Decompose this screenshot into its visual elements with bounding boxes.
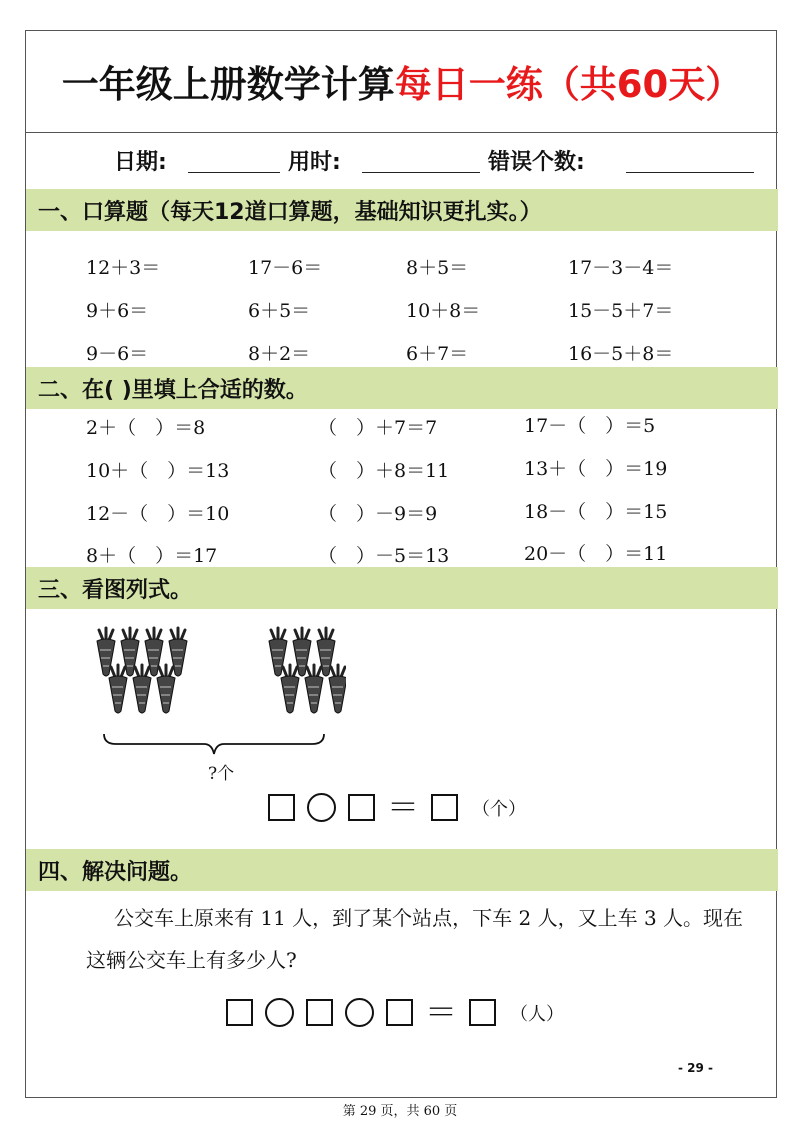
list-item: 16－5＋8＝ — [568, 343, 674, 365]
brace-label: ?个 — [208, 764, 235, 784]
list-item: 8＋5＝ — [406, 257, 469, 279]
answer-box[interactable] — [386, 999, 413, 1026]
page-title — [26, 31, 778, 131]
time-label: 用时: — [288, 150, 341, 175]
list-item: 17－6＝ — [248, 257, 323, 279]
section-heading-fill-blanks: 二、在( )里填上合适的数。 — [26, 367, 778, 409]
date-label: 日期: — [114, 150, 167, 175]
list-item: 6＋5＝ — [248, 300, 311, 322]
operator-circle[interactable] — [265, 998, 294, 1027]
list-item: 8＋（ ）＝17 — [86, 545, 218, 567]
time-field[interactable] — [362, 172, 480, 173]
list-item: 12＋3＝ — [86, 257, 161, 279]
errors-label: 错误个数: — [488, 150, 585, 175]
date-field[interactable] — [188, 172, 280, 173]
list-item: 20－（ ）＝11 — [524, 543, 668, 565]
list-item: 9＋6＝ — [86, 300, 149, 322]
errors-field[interactable] — [626, 172, 754, 173]
list-item: 9－6＝ — [86, 343, 149, 365]
divider — [26, 132, 778, 133]
list-item: （ ）＋8＝11 — [318, 460, 450, 482]
section-heading-word-problem: 四、解决问题。 — [26, 849, 778, 891]
list-item: 10＋（ ）＝13 — [86, 460, 230, 482]
list-item: 6＋7＝ — [406, 343, 469, 365]
word-problem-text: 公交车上原来有 11 人，到了某个站点，下车 2 人，又上车 3 人。现在这辆公交车上有多少人? — [86, 906, 744, 972]
carrot-icon — [133, 665, 151, 713]
carrot-group-left — [97, 628, 187, 713]
operator-circle[interactable] — [307, 793, 336, 822]
equation-template-picture — [262, 788, 527, 826]
answer-box[interactable] — [431, 794, 458, 821]
list-item: 12－（ ）＝10 — [86, 503, 230, 525]
list-item: （ ）－9＝9 — [318, 503, 438, 525]
brace-icon — [104, 734, 324, 754]
equation-template-problem — [220, 993, 565, 1031]
page-number: - 29 - — [678, 1061, 714, 1075]
page-footer: 第 29 页，共 60 页 — [342, 1104, 458, 1119]
answer-box[interactable] — [306, 999, 333, 1026]
answer-box[interactable] — [348, 794, 375, 821]
equals-sign: ＝ — [425, 993, 458, 1031]
list-item: 17－（ ）＝5 — [524, 415, 656, 437]
equals-sign: ＝ — [387, 788, 420, 826]
carrot-icon — [281, 665, 299, 713]
info-row — [26, 135, 778, 185]
carrot-picture — [86, 616, 346, 766]
section-heading-picture-equation: 三、看图列式。 — [26, 567, 778, 609]
list-item: （ ）＋7＝7 — [318, 417, 438, 439]
list-item: 15－5＋7＝ — [568, 300, 674, 322]
worksheet-frame — [25, 30, 777, 1098]
list-item: 13＋（ ）＝19 — [524, 458, 668, 480]
unit-label: （个） — [472, 798, 527, 820]
list-item: 8＋2＝ — [248, 343, 311, 365]
operator-circle[interactable] — [345, 998, 374, 1027]
list-item: 2＋（ ）＝8 — [86, 417, 206, 439]
carrot-icon — [109, 665, 127, 713]
unit-label: （人） — [510, 1003, 565, 1025]
list-item: 17－3－4＝ — [568, 257, 674, 279]
carrot-icon — [329, 665, 346, 713]
carrot-group-right — [269, 628, 346, 713]
answer-box[interactable] — [268, 794, 295, 821]
list-item: 10＋8＝ — [406, 300, 481, 322]
title-main: 一年级上册数学计算 — [61, 63, 395, 106]
answer-box[interactable] — [469, 999, 496, 1026]
carrot-icon — [157, 665, 175, 713]
title-highlight: 每日一练（共60天） — [394, 63, 743, 106]
section-heading-mental-math: 一、口算题（每天12道口算题，基础知识更扎实。） — [26, 189, 778, 231]
carrot-icon — [305, 665, 323, 713]
list-item: （ ）－5＝13 — [318, 545, 450, 567]
list-item: 18－（ ）＝15 — [524, 501, 668, 523]
answer-box[interactable] — [226, 999, 253, 1026]
